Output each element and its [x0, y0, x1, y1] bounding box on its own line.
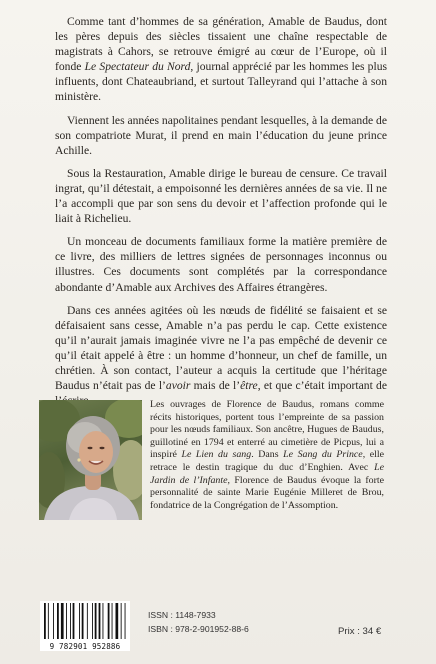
paragraph: Dans ces années agitées où les nœuds de fidélité se faisaient et se défaisaient sans cesse, Amable n’a pas perdu le cap. Cette existence qu’il n’aurait jamais imaginée vivre ne l’a pas empêché de devenir ce qu’il était appelé à être : un homme d’honneur, un chef de famille, un chrétien. À son contact, l’auteur a acquis la certitude que l’héritage Baudus n’était pas de l’avoir mais de l’être, et que c’était important de — [55, 303, 388, 393]
book-title: Le Lien du sang — [181, 449, 252, 461]
barcode-bars-icon — [40, 601, 130, 641]
paragraph: Viennent les années napolitaines pendant lesquelles, à la demande de son compatriote Murat, il prend en main l’éducation du jeune prince Achille. — [55, 113, 387, 157]
author-portrait-image — [39, 400, 142, 520]
issn: ISSN : 1148-7933 — [148, 610, 216, 620]
price: Prix : 34 € — [338, 626, 382, 637]
paragraph: Un monceau de documents familiaux forme la matière première de ce livre, des milliers de lettres signées de personnages inconnus ou illustres. Ces documents sont complétés par la correspondance abondante d’Amable aux Archives des Affaires étrangères. — [55, 235, 387, 294]
paragraph: Sous la Restauration, Amable dirige le bureau de censure. Ce travail ingrat, qu’il détestait, a empoisonné les dernières années de sa vie. Il ne l’a accompli que par son sens du devoir et l’affection profonde qui le liait à Richelieu. — [55, 166, 387, 226]
isbn: ISBN : 978-2-901952-88-6 — [148, 624, 249, 634]
barcode — [40, 601, 130, 651]
paragraph: Comme tant d’hommes de sa génération, Amable de Baudus, dont les pères depuis des siècles tissaient une chaîne respectable de magistrats à Cahors, se retrouve émigré au cœur de l’Europe, où il fonde Le Spectateur du Nord, journal apprécié par les hommes les plus influents, dont Chateaubriand, et surtout Talleyrand qui l’attache à son ministère. — [55, 15, 388, 104]
journal-title: Le Spectateur du Nord — [84, 60, 191, 74]
book-title: Le Sang du Prince — [283, 449, 363, 461]
barcode-number: 9 782901 952886 — [49, 642, 121, 651]
back-cover-text — [55, 14, 387, 416]
author-bio: Les ouvrages de Florence de Baudus, romans comme récits historiques, portent tous l’empreinte de sa passion pour les nœuds familiaux. Son ancêtre, Hugues de Baudus, guillotiné en 1794 et enterré au cimetière de Picpus, lui a inspiré Le Lien du sang. Dans Le Sang du Prince, elle retrace le destin tragique du duc d’Enghien. Avec Le Jardin de l’Infante, Florence de Baudus évoque la forte personnalité de sainte Marie Eugénie Milleret de Brou, fondatrice de la Congrégation de l’Assomption. — [150, 399, 385, 511]
author-photo — [39, 400, 142, 520]
book-title: Le Jardin de l’Infante — [150, 461, 384, 486]
